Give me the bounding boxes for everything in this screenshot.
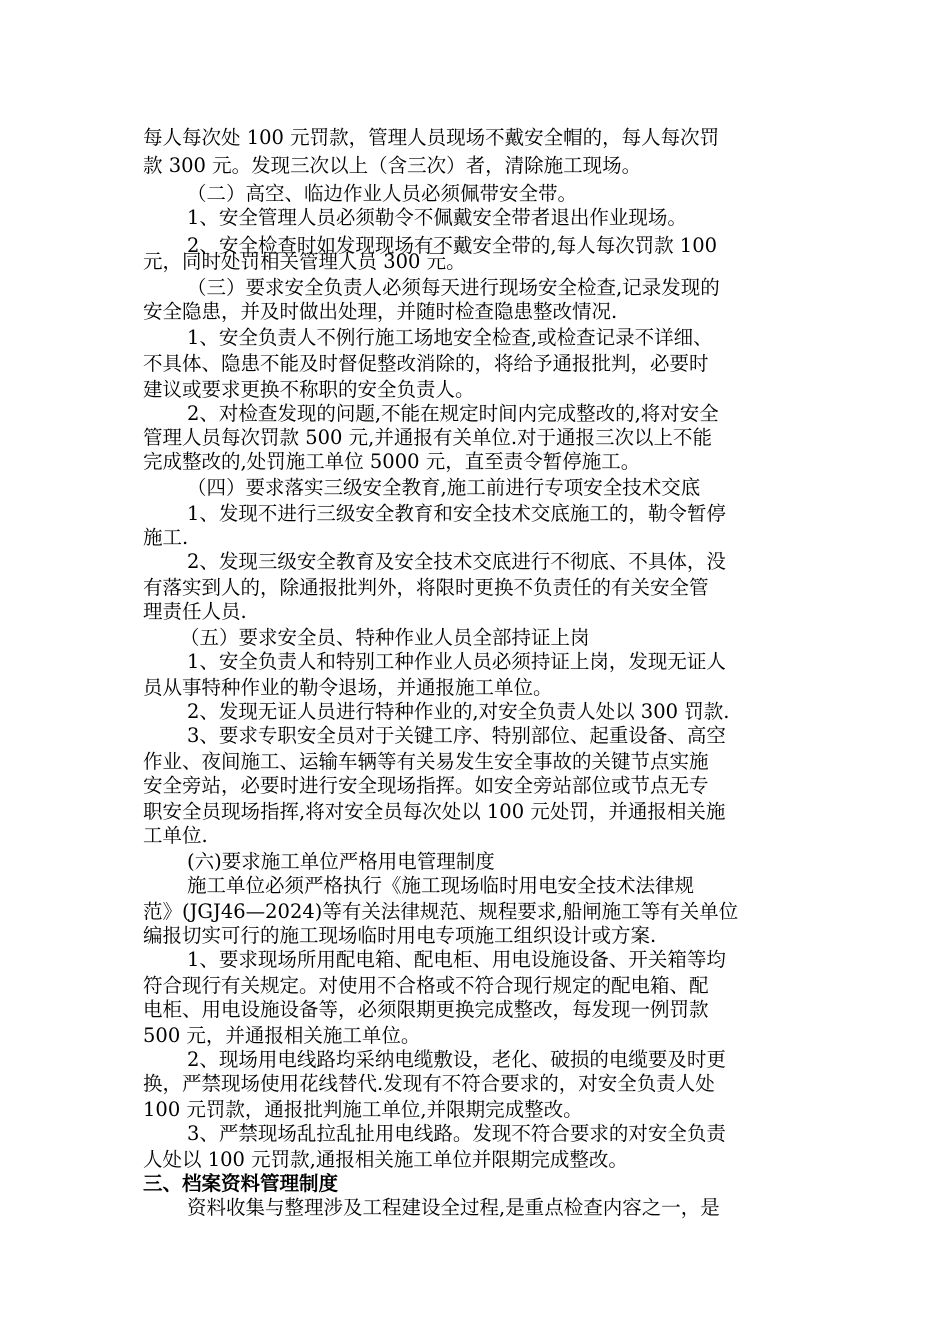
text-line: 编报切实可行的施工现场临时用电专项施工组织设计或方案. bbox=[143, 924, 657, 947]
text-line: 安全隐患，并及时做出处理，并随时检查隐患整改情况. bbox=[143, 300, 618, 323]
text-line: 建议或要求更换不称职的安全负责人。 bbox=[143, 378, 475, 401]
chapter-heading: 三、档案资料管理制度 bbox=[143, 1172, 339, 1195]
text-line: 2、发现无证人员进行特种作业的,对安全负责人处以 300 罚款. bbox=[187, 700, 730, 723]
text-line: 作业、夜间施工、运输车辆等有关易发生安全事故的关键节点实施 bbox=[143, 750, 709, 773]
text-line: 1、安全负责人不例行施工场地安全检查,或检查记录不详细、 bbox=[187, 326, 713, 349]
text-line: 3、要求专职安全员对于关键工序、特别部位、起重设备、高空 bbox=[187, 724, 726, 747]
text-line: 符合现行有关规定。对使用不合格或不符合现行规定的配电箱、配 bbox=[143, 974, 709, 997]
section-heading: （二）高空、临边作业人员必须佩带安全带。 bbox=[187, 182, 578, 205]
text-line: 1、要求现场所用配电箱、配电柜、用电设施设备、开关箱等均 bbox=[187, 948, 726, 971]
text-line: 电柜、用电设施设备等，必须限期更换完成整改，每发现一例罚款 bbox=[143, 998, 709, 1021]
text-line: 施工单位必须严格执行《施工现场临时用电安全技术法律规 bbox=[187, 874, 695, 897]
text-line: 款 300 元。发现三次以上（含三次）者，清除施工现场。 bbox=[143, 154, 642, 177]
text-line: 理责任人员. bbox=[143, 600, 247, 623]
text-line: 3、严禁现场乱拉乱扯用电线路。发现不符合要求的对安全负责 bbox=[187, 1122, 726, 1145]
text-line: 1、发现不进行三级安全教育和安全技术交底施工的，勒令暂停 bbox=[187, 502, 726, 525]
text-line: 职安全员现场指挥,将对安全员每次处以 100 元处罚，并通报相关施 bbox=[143, 800, 726, 823]
text-line: 人处以 100 元罚款,通报相关施工单位并限期完成整改。 bbox=[143, 1148, 628, 1171]
text-line: 2、对检查发现的问题,不能在规定时间内完成整改的,将对安全 bbox=[187, 402, 719, 425]
text-line: 换，严禁现场使用花线替代.发现有不符合要求的，对安全负责人处 bbox=[143, 1072, 715, 1095]
text-line: 范》(JGJ46—2024)等有关法律规范、规程要求,船闸施工等有关单位 bbox=[143, 900, 739, 923]
text-line: 有落实到人的，除通报批判外，将限时更换不负责任的有关安全管 bbox=[143, 576, 709, 599]
section-heading: (六)要求施工单位严格用电管理制度 bbox=[187, 850, 495, 873]
text-line: 100 元罚款，通报批判施工单位,并限期完成整改。 bbox=[143, 1098, 583, 1121]
text-line: 500 元，并通报相关施工单位。 bbox=[143, 1024, 421, 1047]
text-line: 安全旁站，必要时进行安全现场指挥。如安全旁站部位或节点无专 bbox=[143, 774, 709, 797]
text-line: 1、安全管理人员必须勒令不佩戴安全带者退出作业现场。 bbox=[187, 206, 687, 229]
text-line: 每人每次处 100 元罚款，管理人员现场不戴安全帽的，每人每次罚 bbox=[143, 126, 720, 149]
text-line: 不具体、隐患不能及时督促整改消除的，将给予通报批判，必要时 bbox=[143, 352, 709, 375]
text-line: 施工. bbox=[143, 526, 189, 549]
text-line: 员从事特种作业的勒令退场，并通报施工单位。 bbox=[143, 676, 553, 699]
section-heading: （三）要求安全负责人必须每天进行现场安全检查,记录发现的 bbox=[187, 276, 720, 299]
section-heading: （五）要求安全员、特种作业人员全部持证上岗 bbox=[180, 626, 590, 649]
text-line: 2、现场用电线路均采纳电缆敷设，老化、破损的电缆要及时更 bbox=[187, 1048, 726, 1071]
text-line: 完成整改的,处罚施工单位 5000 元，直至责令暂停施工。 bbox=[143, 450, 641, 473]
text-line: 元，同时处罚相关管理人员 300 元。 bbox=[143, 250, 466, 273]
text-line: 1、安全负责人和特别工种作业人员必须持证上岗，发现无证人 bbox=[187, 650, 726, 673]
text-line: 2、发现三级安全教育及安全技术交底进行不彻底、不具体，没 bbox=[187, 550, 726, 573]
section-heading: （四）要求落实三级安全教育,施工前进行专项安全技术交底 bbox=[187, 476, 701, 499]
text-line: 工单位. bbox=[143, 824, 208, 847]
text-line: 资料收集与整理涉及工程建设全过程,是重点检查内容之一，是 bbox=[187, 1196, 720, 1219]
text-line: 管理人员每次罚款 500 元,并通报有关单位.对于通报三次以上不能 bbox=[143, 426, 713, 449]
text-line: 2、安全检查时如发现现场有不戴安全带的,每人每次罚款 100 bbox=[187, 234, 718, 257]
